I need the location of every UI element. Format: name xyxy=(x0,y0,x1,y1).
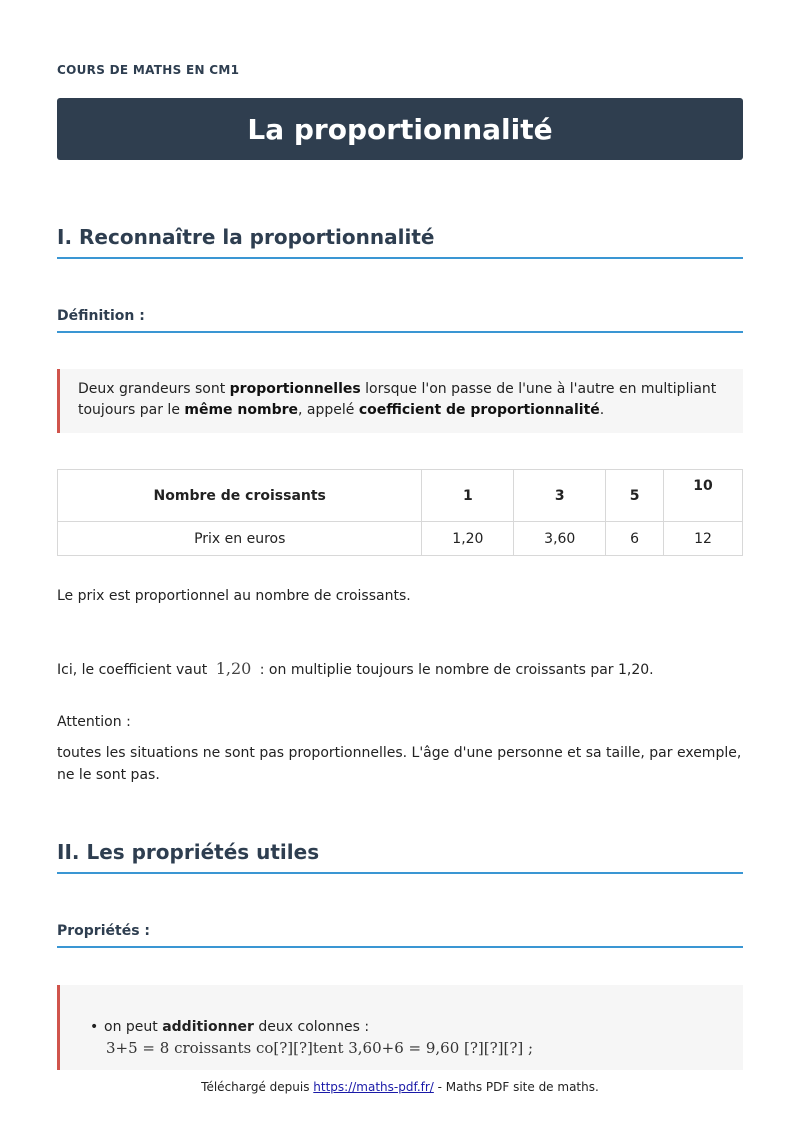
table-cell: Prix en euros xyxy=(58,522,422,556)
table-row xyxy=(58,470,743,522)
definition-text-3: , appelé xyxy=(298,402,359,418)
proportional-sentence: Le prix est proportionnel au nombre de croissants. xyxy=(57,588,411,604)
title-banner xyxy=(57,98,743,160)
coefficient-text-after: : on multiplie toujours le nombre de croissants par 1,20. xyxy=(259,662,654,678)
definition-text-2: lorsque l'on passe de l'une à l'autre en multipliant toujours par le xyxy=(78,381,717,418)
property-text-1: on peut xyxy=(104,1019,163,1035)
definition-bold-3: coefficient de proportionnalité xyxy=(358,402,600,418)
coefficient-sentence xyxy=(57,658,743,681)
page-title: La proportionnalité xyxy=(247,112,553,146)
definition-text-1: Deux grandeurs sont xyxy=(78,381,230,397)
table-cell: 6 xyxy=(606,522,664,556)
property-formula: 3+5 = 8 croissants co[?][?]tent 3,60+6 = 9,60 [?][?][?] ; xyxy=(106,1039,534,1057)
bullet-icon: • xyxy=(90,1019,99,1035)
coefficient-text-before: Ici, le coefficient vaut xyxy=(57,662,208,678)
table-header-cell: 1 xyxy=(422,470,514,522)
footer-link[interactable]: https://maths-pdf.fr/ xyxy=(313,1080,434,1094)
table-cell: 1,20 xyxy=(422,522,514,556)
attention-label: Attention : xyxy=(57,714,131,730)
coefficient-value: 1,20 xyxy=(215,659,252,678)
properties-heading: Propriétés : xyxy=(57,923,743,948)
table-header-cell: Nombre de croissants xyxy=(58,470,422,522)
section-2-heading: II. Les propriétés utiles xyxy=(57,840,743,874)
proportion-table xyxy=(57,469,743,556)
footer-text-before: Téléchargé depuis xyxy=(201,1080,314,1094)
property-bold-1: additionner xyxy=(162,1019,254,1035)
section-1-heading: I. Reconnaître la proportionnalité xyxy=(57,225,743,259)
table-row xyxy=(58,522,743,556)
footer-text-after: - Maths PDF site de maths. xyxy=(433,1080,599,1094)
table-header-cell: 3 xyxy=(514,470,606,522)
list-item xyxy=(90,1017,743,1059)
table-cell: 12 xyxy=(664,522,743,556)
table-header-cell: 5 xyxy=(606,470,664,522)
properties-list xyxy=(90,1017,743,1059)
definition-box xyxy=(57,369,743,433)
footer xyxy=(0,1080,800,1094)
definition-heading: Définition : xyxy=(57,308,743,333)
table-cell: 3,60 xyxy=(514,522,606,556)
attention-text: toutes les situations ne sont pas proportionnelles. L'âge d'une personne et sa taille, par exemple, ne le sont pas. xyxy=(57,745,742,783)
table-header-cell: 10 xyxy=(664,470,743,522)
properties-box xyxy=(57,985,743,1070)
course-label: COURS DE MATHS EN CM1 xyxy=(57,63,240,77)
definition-text-4: . xyxy=(599,402,605,418)
property-text-2: deux colonnes : xyxy=(253,1019,370,1035)
definition-bold-2: même nombre xyxy=(184,402,299,418)
definition-bold-1: proportionnelles xyxy=(229,381,361,397)
